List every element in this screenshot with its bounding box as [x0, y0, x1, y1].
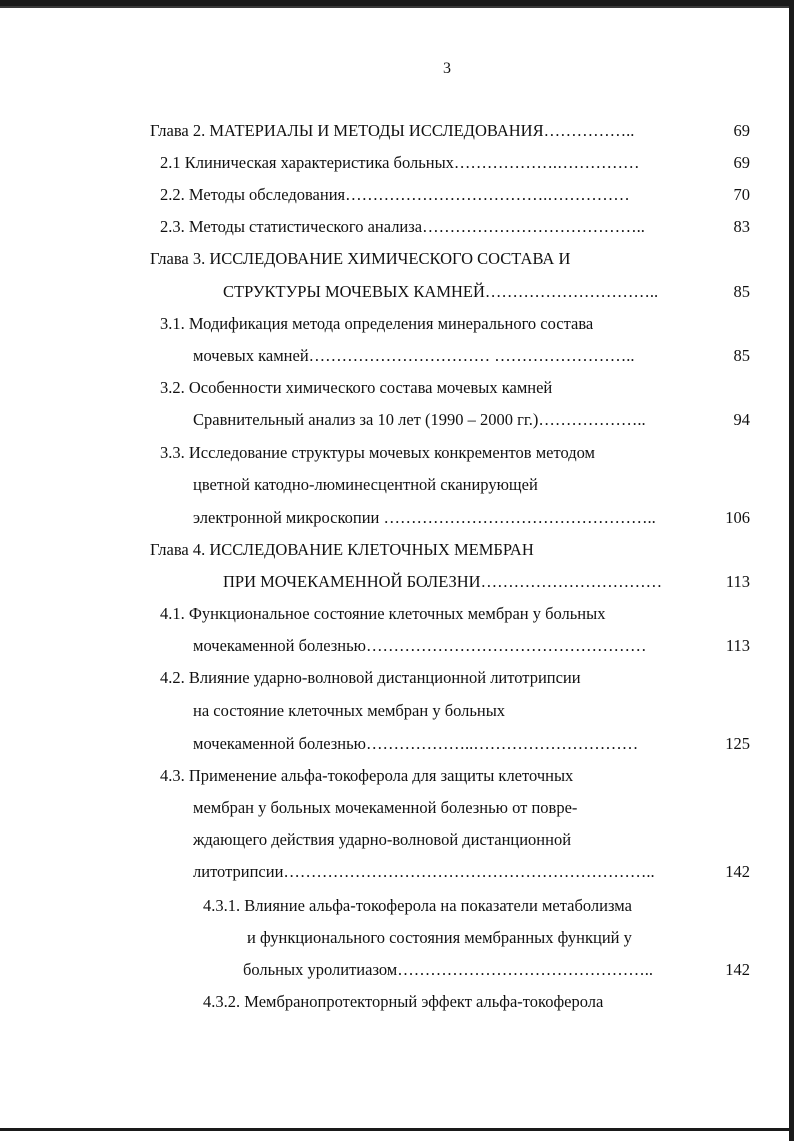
toc-entry-4-2-cont-1: на состояние клеточных мембран у больных — [193, 701, 506, 720]
toc-chapter-2-title: Глава 2. МАТЕРИАЛЫ И МЕТОДЫ ИССЛЕДОВАНИЯ…………….. — [150, 121, 635, 140]
toc-entry-2-2-page: 70 — [733, 185, 750, 204]
toc-entry-4-3-cont-2: ждающего действия ударно-волновой дистанционной — [193, 830, 572, 849]
toc-entry-3-3-cont-2: электронной микроскопии ………………………………………….. — [193, 508, 656, 527]
toc-chapter-3-title-cont: СТРУКТУРЫ МОЧЕВЫХ КАМНЕЙ………………………….. — [223, 282, 659, 301]
scan-border-right — [789, 0, 794, 1141]
toc-chapter-3-title: Глава 3. ИССЛЕДОВАНИЕ ХИМИЧЕСКОГО СОСТАВА И — [150, 249, 571, 268]
toc-entry-4-2-cont-2: мочекаменной болезнью………………..………………………… — [193, 734, 639, 753]
toc-chapter-3-page: 85 — [733, 282, 750, 301]
toc-entry-4-3-cont-3: литотрипсии………………………………………………………….. — [193, 862, 655, 881]
toc-chapter-4-title-cont: ПРИ МОЧЕКАМЕННОЙ БОЛЕЗНИ…………………………… — [223, 572, 663, 591]
page-number: 3 — [443, 60, 451, 77]
toc-entry-3-1-page: 85 — [733, 346, 750, 365]
toc-entry-2-3: 2.3. Методы статистического анализа………………………………….. — [160, 217, 645, 236]
toc-entry-3-2: 3.2. Особенности химического состава мочевых камней — [160, 378, 553, 397]
toc-entry-4-3-1-cont-2: больных уролитиазом……………………………………….. — [243, 960, 653, 979]
toc-entry-4-1-page: 113 — [725, 636, 750, 655]
toc-entry-4-3-1-page: 142 — [725, 960, 750, 979]
scan-border-bottom — [0, 1128, 794, 1131]
toc-entry-3-2-page: 94 — [733, 410, 750, 429]
toc-chapter-4-page: 113 — [725, 572, 750, 591]
toc-entry-2-1: 2.1 Клиническая характеристика больных……………….…………… — [160, 153, 640, 172]
toc-entry-3-3: 3.3. Исследование структуры мочевых конкрементов методом — [160, 443, 595, 462]
toc-entry-4-3: 4.3. Применение альфа-токоферола для защиты клеточных — [160, 766, 574, 785]
toc-entry-4-3-2: 4.3.2. Мембранопротекторный эффект альфа-токоферола — [203, 992, 604, 1011]
toc-entry-3-2-cont: Сравнительный анализ за 10 лет (1990 – 2000 гг.)……………….. — [193, 410, 646, 429]
scan-border-top-inner — [0, 6, 794, 8]
toc-entry-2-1-page: 69 — [733, 153, 750, 172]
toc-entry-2-2: 2.2. Методы обследования……………………………….…………… — [160, 185, 630, 204]
toc-entry-3-1: 3.1. Модификация метода определения минерального состава — [160, 314, 594, 333]
toc-entry-4-1: 4.1. Функциональное состояние клеточных мембран у больных — [160, 604, 606, 623]
toc-entry-4-1-cont: мочекаменной болезнью…………………………………………… — [193, 636, 647, 655]
toc-entry-4-3-page: 142 — [725, 862, 750, 881]
toc-entry-4-3-1: 4.3.1. Влияние альфа-токоферола на показатели метаболизма — [203, 896, 632, 915]
toc-entry-3-3-cont-1: цветной катодно-люминесцентной сканирующей — [193, 475, 538, 494]
toc-chapter-4-title: Глава 4. ИССЛЕДОВАНИЕ КЛЕТОЧНЫХ МЕМБРАН — [150, 540, 534, 559]
toc-entry-4-2-page: 125 — [725, 734, 750, 753]
toc-chapter-2-page: 69 — [733, 121, 750, 140]
toc-entry-3-1-cont: мочевых камней…………………………… …………………….. — [193, 346, 635, 365]
toc-entry-4-3-cont-1: мембран у больных мочекаменной болезнью от повре- — [193, 798, 578, 817]
toc-entry-4-2: 4.2. Влияние ударно-волновой дистанционной литотрипсии — [160, 668, 581, 687]
toc-entry-2-3-page: 83 — [733, 217, 750, 236]
toc-entry-3-3-page: 106 — [725, 508, 750, 527]
toc-entry-4-3-1-cont-1: и функционального состояния мембранных функций у — [247, 928, 632, 947]
